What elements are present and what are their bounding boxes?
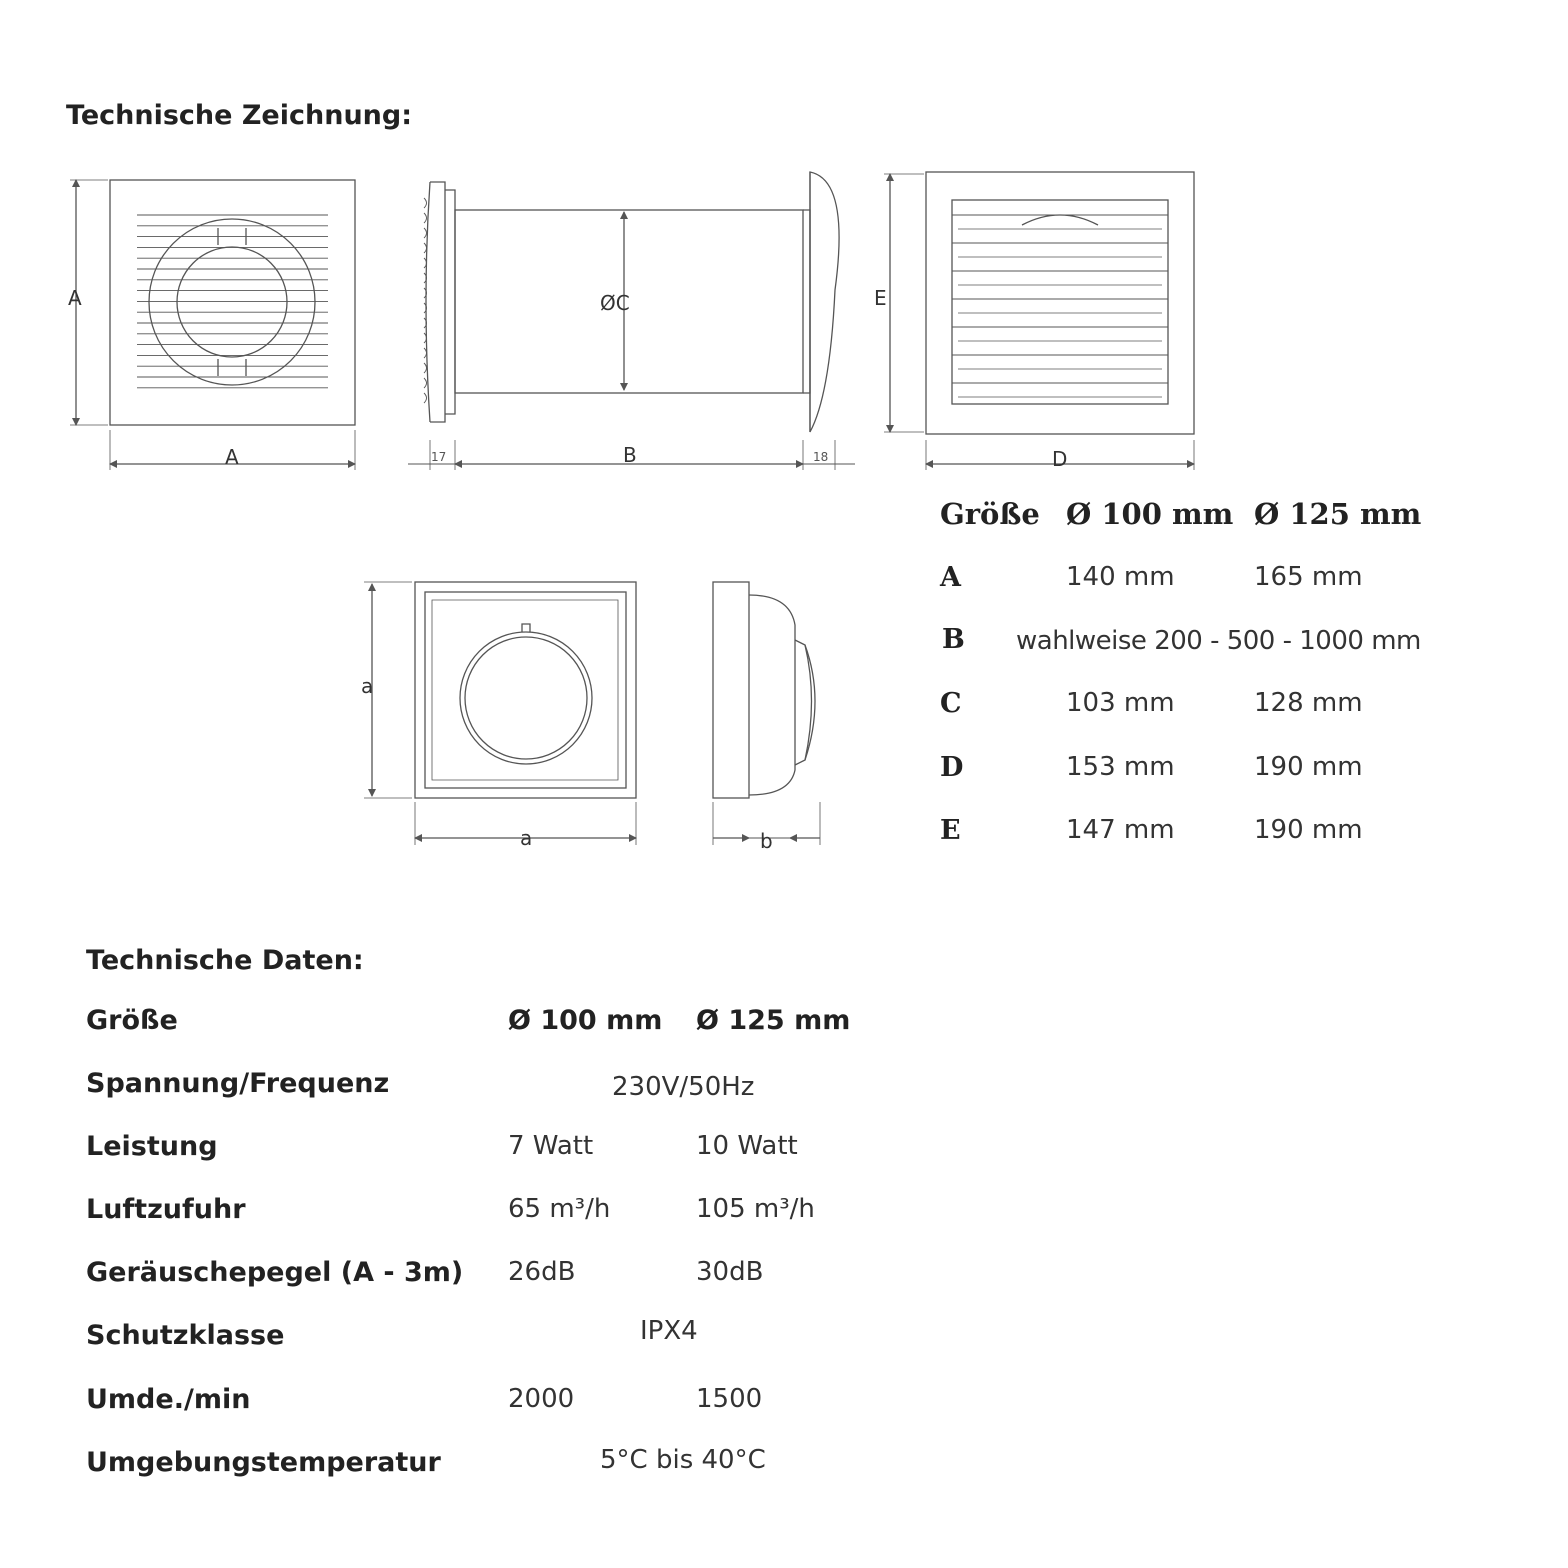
tech-header-size: Größe bbox=[86, 1005, 178, 1036]
tech-label-protection: Schutzklasse bbox=[86, 1320, 285, 1351]
tech-noise-100: 26dB bbox=[508, 1257, 576, 1287]
dim-key-C: C bbox=[940, 688, 962, 719]
dim-header-125: Ø 125 mm bbox=[1254, 497, 1422, 531]
dim-key-D: D bbox=[940, 752, 964, 783]
tech-data-title: Technische Daten: bbox=[86, 945, 364, 976]
dim-B-note: wahlweise 200 - 500 - 1000 mm bbox=[1016, 626, 1421, 656]
tech-airflow-125: 105 m³/h bbox=[696, 1194, 815, 1224]
tech-voltage-value: 230V/50Hz bbox=[612, 1072, 755, 1102]
dim-key-A: A bbox=[940, 562, 961, 593]
dim-E-125: 190 mm bbox=[1254, 815, 1363, 845]
tech-label-noise: Geräuschepegel (A - 3m) bbox=[86, 1257, 464, 1288]
outer-louver-view bbox=[926, 172, 1194, 434]
tech-label-temperature: Umgebungstemperatur bbox=[86, 1447, 441, 1478]
inner-front-view bbox=[415, 582, 636, 798]
side-tube-view bbox=[424, 172, 839, 432]
label-17: 17 bbox=[431, 450, 447, 464]
dim-key-E: E bbox=[940, 815, 961, 846]
label-E: E bbox=[874, 286, 887, 310]
tech-noise-125: 30dB bbox=[696, 1257, 764, 1287]
dim-D-125: 190 mm bbox=[1254, 752, 1363, 782]
label-A-width: A bbox=[225, 445, 239, 469]
label-18: 18 bbox=[813, 450, 829, 464]
tech-label-airflow: Luftzufuhr bbox=[86, 1194, 246, 1225]
label-b: b bbox=[760, 829, 773, 853]
dim-header-size: Größe bbox=[940, 497, 1040, 531]
tech-rpm-125: 1500 bbox=[696, 1384, 763, 1414]
label-B: B bbox=[623, 443, 637, 467]
dim-A-125: 165 mm bbox=[1254, 562, 1363, 592]
tech-header-100: Ø 100 mm bbox=[508, 1005, 663, 1036]
dim-header-100: Ø 100 mm bbox=[1066, 497, 1234, 531]
dim-A-100: 140 mm bbox=[1066, 562, 1175, 592]
label-a-height: a bbox=[361, 674, 374, 698]
tech-header-125: Ø 125 mm bbox=[696, 1005, 851, 1036]
label-a-width: a bbox=[520, 826, 533, 850]
tech-label-power: Leistung bbox=[86, 1131, 218, 1162]
tech-power-100: 7 Watt bbox=[508, 1131, 594, 1161]
dim-E-100: 147 mm bbox=[1066, 815, 1175, 845]
tech-label-rpm: Umde./min bbox=[86, 1384, 251, 1415]
tech-power-125: 10 Watt bbox=[696, 1131, 798, 1161]
label-A-height: A bbox=[68, 286, 82, 310]
inner-side-view bbox=[713, 582, 815, 798]
dim-C-125: 128 mm bbox=[1254, 688, 1363, 718]
tech-airflow-100: 65 m³/h bbox=[508, 1194, 611, 1224]
dim-D-100: 153 mm bbox=[1066, 752, 1175, 782]
tech-rpm-100: 2000 bbox=[508, 1384, 575, 1414]
tech-temperature-value: 5°C bis 40°C bbox=[600, 1445, 766, 1475]
dim-C-100: 103 mm bbox=[1066, 688, 1175, 718]
tech-label-voltage: Spannung/Frequenz bbox=[86, 1068, 390, 1099]
tech-protection-value: IPX4 bbox=[640, 1316, 698, 1346]
drawing-title: Technische Zeichnung: bbox=[66, 100, 413, 131]
dim-key-B: B bbox=[942, 624, 965, 655]
label-D: D bbox=[1052, 447, 1068, 471]
label-C: ØC bbox=[600, 291, 630, 315]
front-grille-view bbox=[110, 180, 355, 425]
